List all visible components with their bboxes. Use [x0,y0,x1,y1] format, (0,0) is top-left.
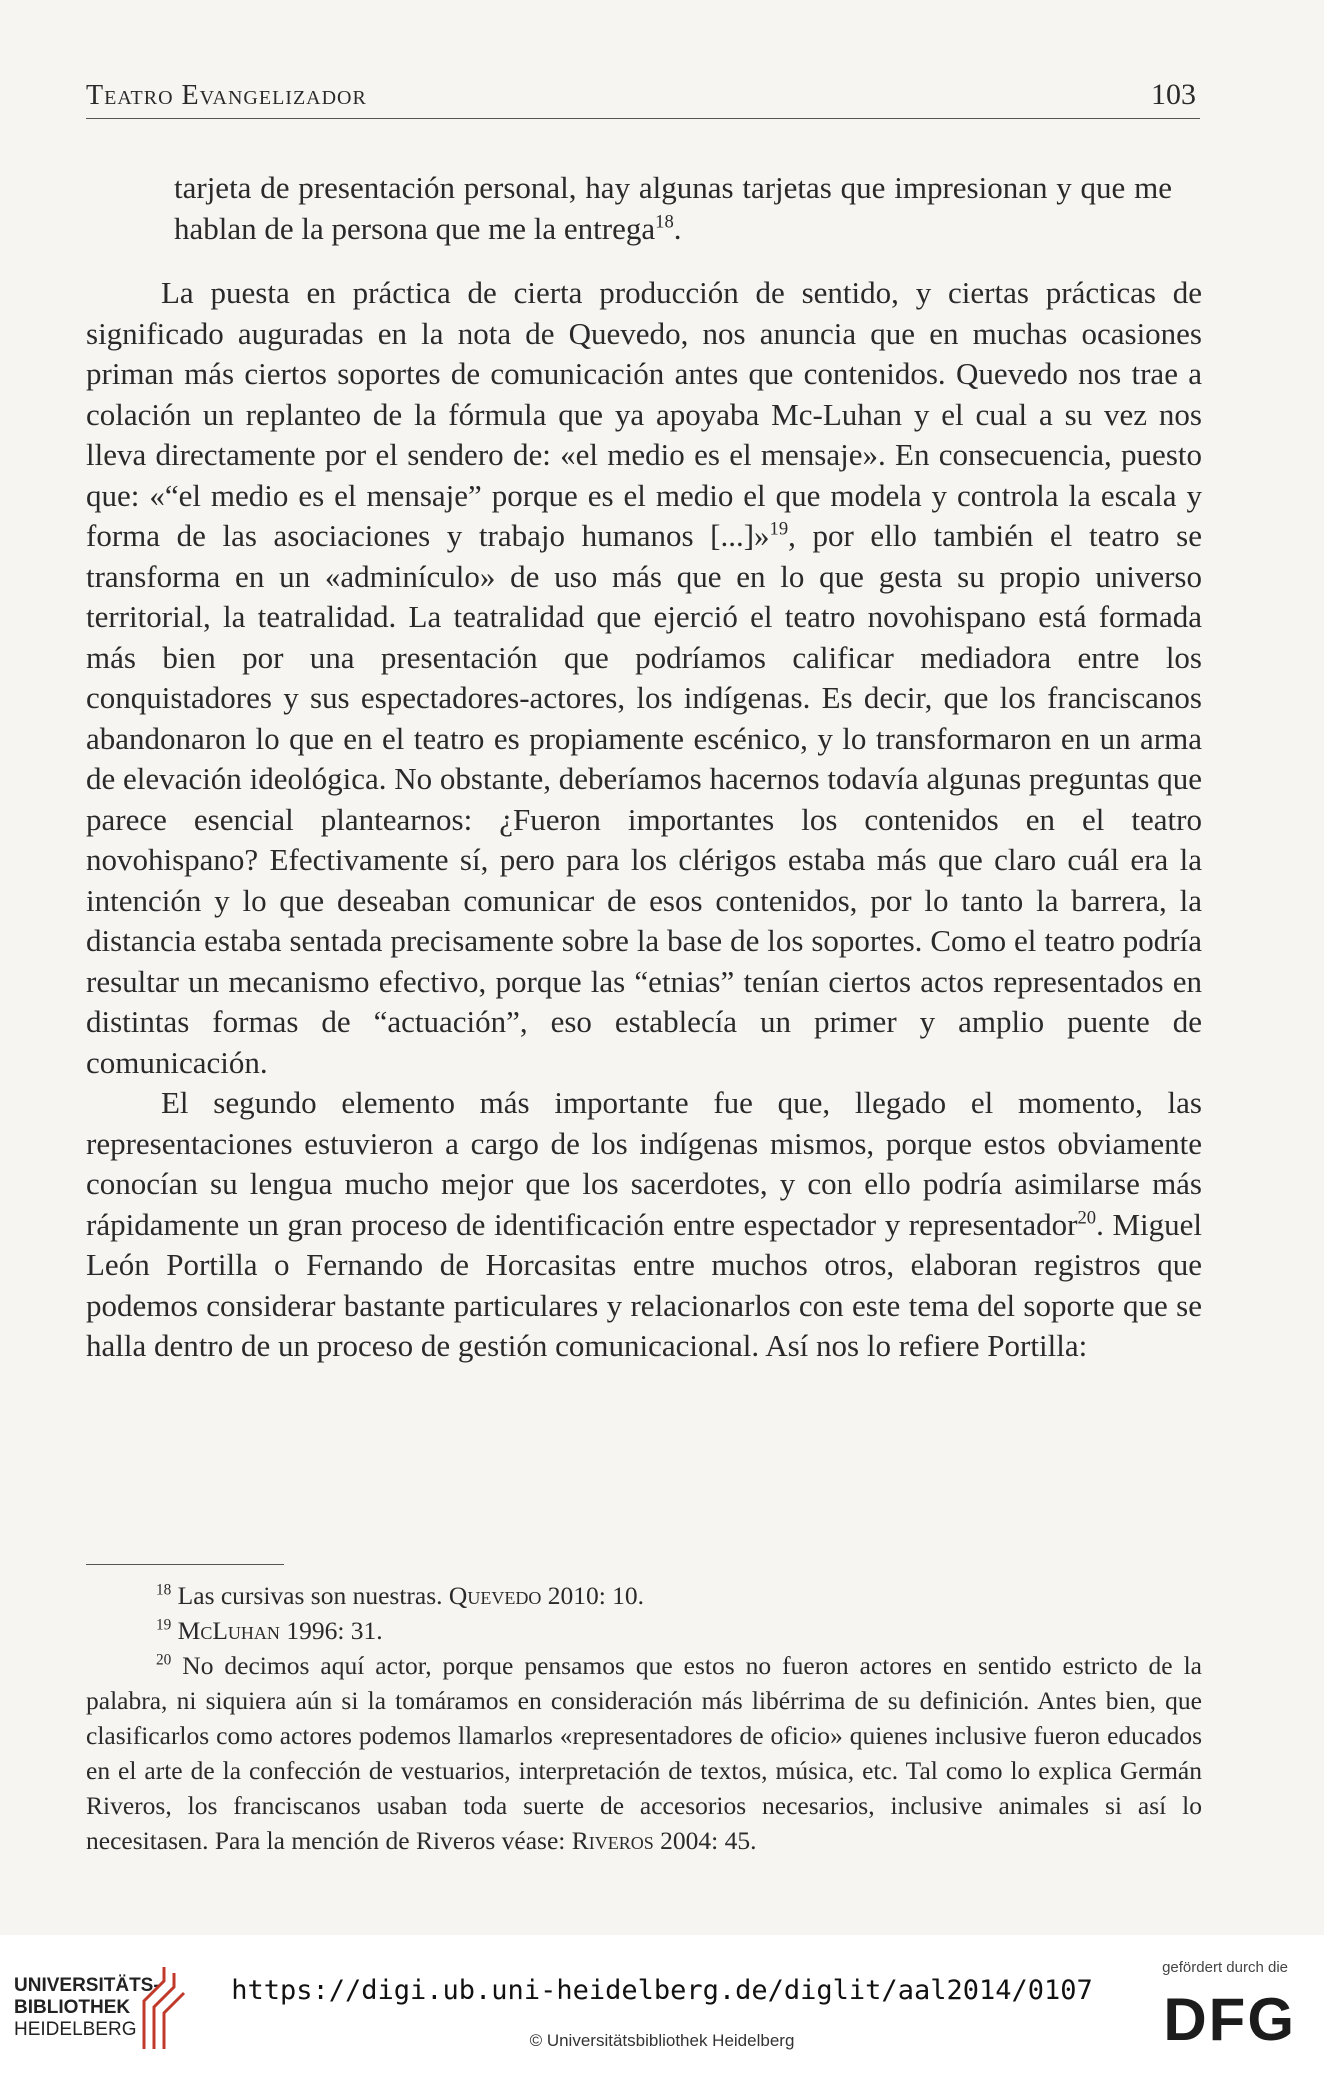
footnote-number: 18 [156,1581,172,1599]
footnote-citation: 2004: 45. [660,1826,757,1855]
footnote-author: McLuhan [177,1616,280,1645]
paragraph-2-text-a: El segundo elemento más importante fue que, llegado el momento, las representaciones estuvieron a cargo de los indígenas mismos, porque estos obviamente conocían su lengua mucho mejor que los sacerdotes, y con ello podría asimilarse más rápidamente un gran proceso de identificación entre espectador y representador [86,1085,1202,1242]
footnote-number: 19 [156,1616,172,1634]
footnote-19 [86,1613,1202,1648]
paragraph-1-text-a: La puesta en práctica de cierta producción de sentido, y ciertas prácticas de significado auguradas en la nota de Quevedo, nos anuncia que en muchas ocasiones priman más ciertos soportes de comunicación antes que contenidos. Quevedo nos trae a colación un replanteo de la fórmula que ya apoyaba Mc-Luhan y el cual a su vez nos lleva directamente por el sendero de: «el medio es el mensaje». En consecuencia, puesto que: «“el medio es el mensaje” porque es el medio el que modela y controla la escala y forma de las asociaciones y trabajo humanos [...]» [86,275,1202,553]
running-title: Teatro Evangelizador [86,80,367,111]
quote-continuation [86,168,1202,249]
footnote-citation: 1996: 31. [286,1616,383,1645]
logo-line-3: HEIDELBERG [14,2019,137,2040]
footnote-citation: 2010: 10. [547,1581,645,1610]
paragraph-2 [86,1083,1202,1367]
paragraph-2-text-b: . Miguel León Portilla o Fernando de Horcasitas entre muchos otros, elaboran registros que podemos considerar bastante particulares y relacionarlos con este tema del soporte que se halla dentro de un proceso de gestión comunicacional. Así nos lo refiere Portilla: [86,1206,1202,1363]
footnote-ref-20[interactable]: 20 [1077,1207,1097,1229]
digitization-footer [0,1935,1324,2075]
dfg-logo[interactable]: DFG [1163,1986,1296,2053]
quote-text: tarjeta de presentación personal, hay algunas tarjetas que impresionan y que me hablan de la persona que me la entrega [174,170,1172,246]
footnote-author: Riveros [571,1826,654,1855]
copyright-notice: © Universitätsbibliothek Heidelberg [529,2031,795,2050]
footnote-ref-18[interactable]: 18 [655,211,674,233]
footnote-18 [86,1578,1202,1613]
permalink-url[interactable]: https://digi.ub.uni-heidelberg.de/diglit/aal2014/0107 [231,1975,1093,2006]
main-text [86,168,1202,1367]
footnote-ref-19[interactable]: 19 [769,518,789,540]
quote-text-end: . [673,210,682,246]
footnote-number: 20 [156,1651,172,1669]
paragraph-1 [86,273,1202,1083]
paragraph-1-text-b: , por ello también el teatro se transforma en un «adminículo» de uso más que en lo que gesta su propio universo territorial, la teatralidad. La teatralidad que ejerció el teatro novohispano está formada más bien por una presentación que podríamos calificar mediadora entre los conquistadores y sus espectadores-actores, los indígenas. Es decir, que los franciscanos abandonaron lo que en el teatro es propiamente escénico, y lo transformaron en un arma de elevación ideológica. No obstante, deberíamos hacernos todavía algunas preguntas que parece esencial plantearnos: ¿Fueron importantes los contenidos en el teatro novohispano? Efectivamente sí, pero para los clérigos estaba más que claro cuál era la intención y lo que deseaban comunicar de esos contenidos, por lo tanto la barrera, la distancia estaba sentada precisamente sobre la base de los soportes. Como el teatro podría resultar un mecanismo efectivo, porque las “etnias” tenían ciertos actos representados en distintas formas de “actuación”, eso establecía un primer y amplio puente de comunicación. [86,518,1202,1080]
logo-line-2: BIBLIOTHEK [14,1997,131,2018]
funder-note: gefördert durch die [1162,1959,1288,1976]
page-number: 103 [1151,78,1196,111]
footnote-text: Las cursivas son nuestras. [177,1581,443,1610]
footnote-divider [86,1564,284,1565]
logo-line-1: UNIVERSITÄTS- [14,1975,160,1996]
footnotes [86,1578,1202,1858]
running-header [86,78,1200,119]
footnote-text: No decimos aquí actor, porque pensamos que estos no fueron actores en sentido estricto de la palabra, ni siquiera aún si la tomáramos en consideración más libérrima de su definición. Antes bien, que clasificarlos como actores podemos llamarlos «representadores de oficio» quienes inclusive fueron educados en el arte de la confección de vestuarios, interpretación de textos, música, etc. Tal como lo explica Germán Riveros, los franciscanos usaban toda suerte de accesorios necesarios, inclusive animales si así lo necesitasen. Para la mención de Riveros véase: [86,1651,1203,1855]
footnote-author: Quevedo [448,1581,542,1610]
footnote-20 [86,1648,1202,1858]
